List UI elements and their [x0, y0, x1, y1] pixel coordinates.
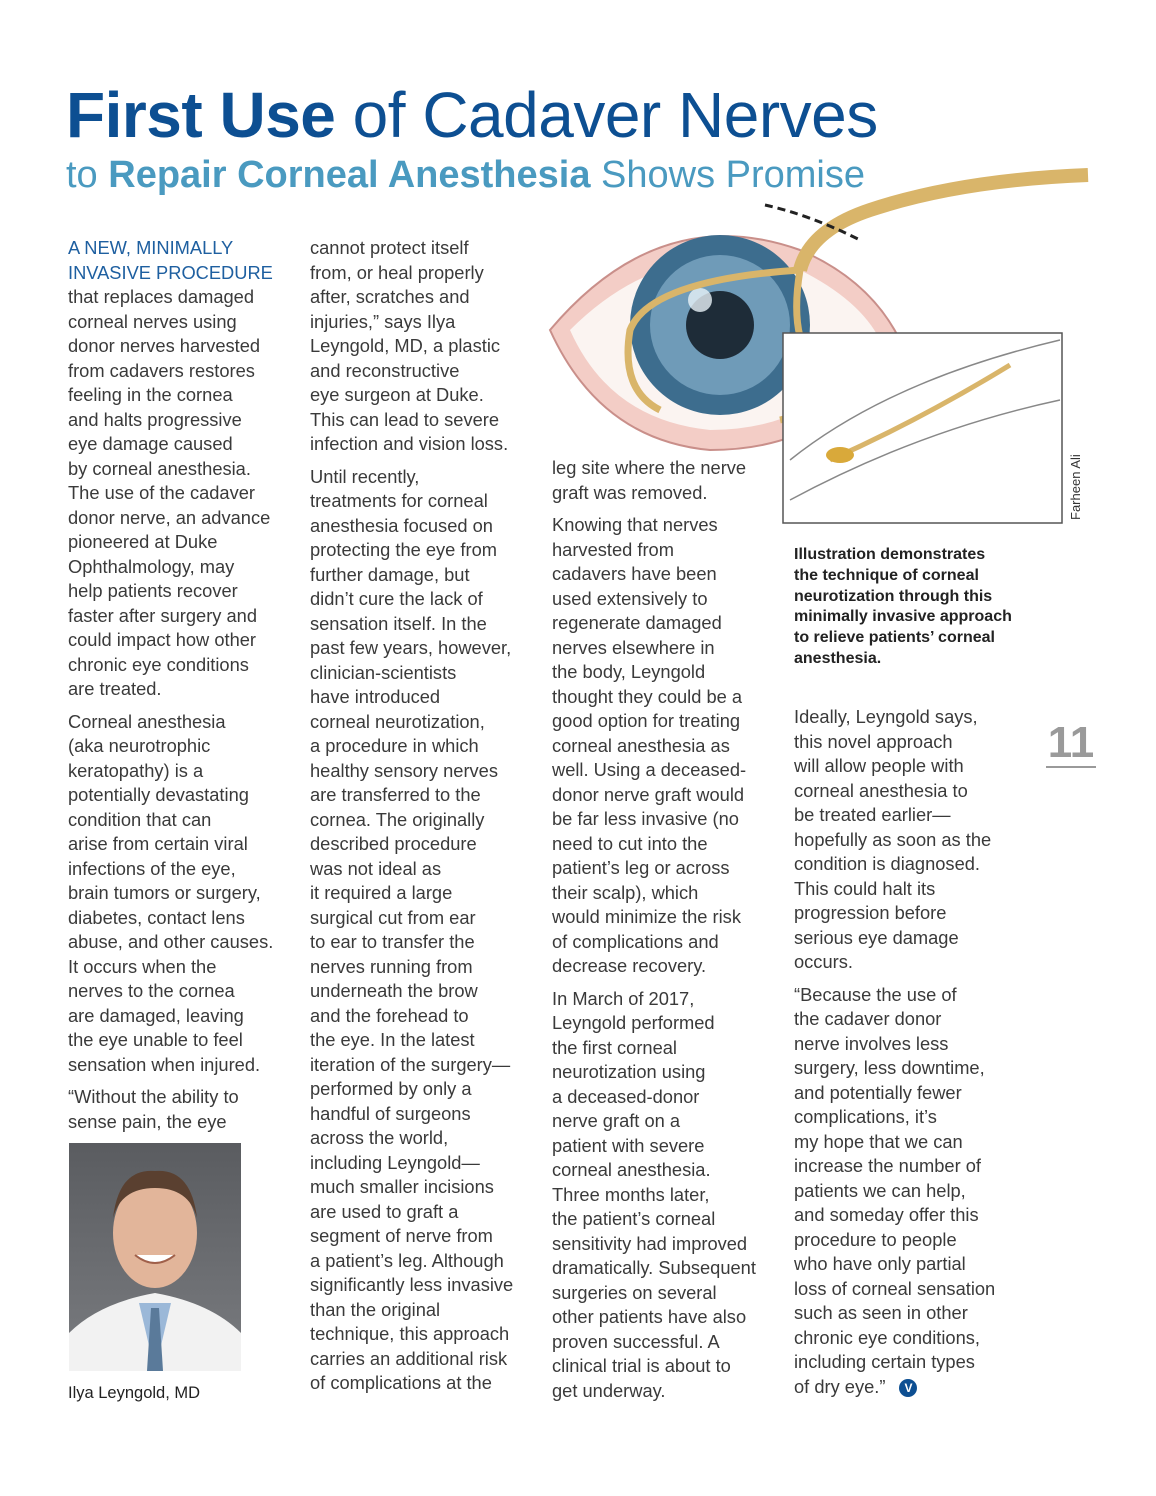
text-line: nerve graft on a [552, 1110, 681, 1131]
text-line: described procedure [310, 833, 477, 854]
text-line: neurotization through this [794, 587, 993, 605]
photo-caption: Ilya Leyngold, MD [68, 1384, 201, 1402]
text-line: harvested from [552, 538, 674, 560]
text-line: such as seen in other [794, 1302, 968, 1323]
text-line: anesthesia. [794, 649, 882, 667]
text-line: neurotization using [552, 1061, 706, 1082]
text-line: from cadavers restores [68, 359, 255, 381]
paragraph [794, 705, 995, 975]
text-line: eye damage caused [68, 433, 233, 454]
headline-light: of Cadaver Nerves [335, 79, 878, 151]
text-line: cannot protect itself [310, 237, 469, 258]
text-line: after, scratches and [310, 286, 470, 307]
text-line: the technique of corneal [794, 566, 979, 584]
paragraph [552, 987, 756, 1404]
text-line: a procedure in which [310, 735, 479, 756]
text-line: Ophthalmology, may [68, 555, 235, 577]
article-column-4 [794, 705, 995, 1407]
text-line: including Leyngold— [310, 1151, 480, 1173]
text-line: infections of the eye, [68, 857, 236, 879]
text-line: Ideally, Leyngold says, [794, 706, 978, 727]
text-line: good option for treating [552, 710, 741, 731]
text-line: corneal anesthesia to [794, 779, 968, 801]
text-line: sense pain, the eye [68, 1110, 227, 1132]
text-line: minimally invasive approach [794, 608, 1012, 626]
text-line: complications, it’s [794, 1106, 937, 1127]
text-line: further damage, but [310, 563, 470, 585]
text-line: Three months later, [552, 1183, 710, 1205]
text-line: “Without the ability to [68, 1086, 239, 1107]
paragraph [794, 983, 995, 1400]
text-line: be far less invasive (no [552, 808, 739, 829]
text-line: increase the number of [794, 1155, 981, 1176]
text-line: proven successful. A [552, 1330, 720, 1352]
text-line: the patient’s corneal [552, 1208, 716, 1229]
text-line: nerves elsewhere in [552, 636, 715, 658]
text-line: leg site where the nerve [552, 457, 747, 478]
page-number: 11 [1047, 718, 1095, 767]
text-line: was not ideal as [310, 857, 442, 879]
text-line: the first corneal [552, 1036, 677, 1058]
text-line: patients we can help, [794, 1179, 966, 1201]
text-line: potentially devastating [68, 784, 249, 805]
text-line: INVASIVE PROCEDURE [68, 261, 273, 283]
text-line: technique, this approach [310, 1323, 510, 1344]
text-line: sensation itself. In the [310, 612, 487, 634]
text-line: help patients recover [68, 580, 238, 601]
text-line: across the world, [310, 1127, 449, 1148]
text-line: the eye unable to feel [68, 1029, 243, 1050]
text-line: feeling in the cornea [68, 384, 233, 405]
text-line: treatments for corneal [310, 490, 488, 511]
paragraph [68, 236, 273, 702]
text-line: Leyngold performed [552, 1012, 715, 1033]
text-line: are treated. [68, 678, 162, 699]
text-line: that replaces damaged [68, 286, 254, 307]
text-line: who have only partial [794, 1253, 966, 1274]
text-line: would minimize the risk [552, 906, 741, 927]
text-line: This can lead to severe [310, 408, 500, 430]
illustration-credit: Farheen Ali [1068, 454, 1083, 520]
text-line: A NEW, MINIMALLY [68, 237, 234, 258]
text-line: than the original [310, 1298, 441, 1320]
text-line: clinical trial is about to [552, 1355, 731, 1376]
text-line: and potentially fewer [794, 1081, 962, 1103]
paragraph [310, 236, 513, 457]
text-line: sensation when injured. [68, 1053, 261, 1075]
text-line: abuse, and other causes. [68, 931, 274, 952]
text-line: significantly less invasive [310, 1274, 514, 1295]
text-line: could impact how other [68, 629, 256, 650]
text-line: occurs. [794, 951, 853, 972]
text-line: will allow people with [794, 755, 964, 776]
text-line: and someday offer this [794, 1204, 979, 1225]
text-line: iteration of the surgery— [310, 1053, 511, 1075]
text-line: regenerate damaged [552, 612, 722, 633]
text-line: surgeries on several [552, 1281, 717, 1303]
text-line: a patient’s leg. Although [310, 1249, 504, 1271]
text-line: arise from certain viral [68, 833, 248, 854]
text-line: donor nerves harvested [68, 335, 261, 356]
text-line: need to cut into the [552, 832, 708, 854]
text-line: didn’t cure the lack of [310, 588, 483, 609]
text-line: are transferred to the [310, 784, 481, 805]
text-line: cornea. The originally [310, 808, 485, 830]
text-line: donor nerve, an advance [68, 506, 271, 528]
text-line: a deceased-donor [552, 1085, 700, 1107]
text-line: the eye. In the latest [310, 1029, 475, 1050]
text-line: It occurs when the [68, 955, 217, 977]
text-line: well. Using a deceased- [552, 759, 747, 780]
text-line: clinician-scientists [310, 661, 457, 683]
text-line: infection and vision loss. [310, 433, 509, 454]
text-line: patient’s leg or across [552, 857, 730, 878]
text-line: get underway. [552, 1379, 666, 1401]
inset-box [783, 333, 1062, 523]
text-line: and the forehead to [310, 1004, 469, 1026]
text-line: procedure to people [794, 1228, 957, 1250]
text-line: Illustration demonstrates [794, 546, 986, 563]
text-line: of complications at the [310, 1372, 492, 1393]
text-line: have introduced [310, 686, 441, 707]
text-line: by corneal anesthesia. [68, 457, 251, 479]
text-line: their scalp), which [552, 881, 699, 903]
text-line: Until recently, [310, 465, 420, 487]
text-line: injuries,” says Ilya [310, 310, 456, 332]
illustration-caption [794, 545, 1012, 670]
article-column-3 [552, 456, 756, 1411]
text-line: to relieve patients’ corneal [794, 629, 995, 647]
text-line: serious eye damage [794, 926, 959, 948]
subheadline-pre: to [66, 154, 109, 196]
text-line: In March of 2017, [552, 987, 695, 1009]
text-line: This could halt its [794, 877, 936, 899]
text-line: this novel approach [794, 730, 953, 752]
text-line: my hope that we can [794, 1130, 963, 1152]
text-line: sensitivity had improved [552, 1232, 748, 1254]
text-line: condition is diagnosed. [794, 853, 980, 874]
text-line: corneal neurotization, [310, 710, 485, 732]
subheadline-post: Shows Promise [590, 154, 865, 196]
paragraph [552, 513, 756, 979]
text-line: anesthesia focused on [310, 514, 493, 536]
text-line: are used to graft a [310, 1200, 459, 1222]
text-line: of dry eye.” V [794, 1375, 995, 1400]
text-line: and halts progressive [68, 408, 242, 430]
text-line: underneath the brow [310, 980, 478, 1001]
text-line: loss of corneal sensation [794, 1277, 996, 1299]
text-line: dramatically. Subsequent [552, 1257, 756, 1278]
text-line: hopefully as soon as the [794, 828, 992, 850]
text-line: it required a large [310, 882, 453, 903]
paragraph [68, 1085, 273, 1134]
text-line: keratopathy) is a [68, 759, 204, 781]
text-line: the cadaver donor [794, 1008, 942, 1029]
text-line: graft was removed. [552, 481, 708, 503]
text-line: nerves running from [310, 955, 473, 977]
text-line: chronic eye conditions, [794, 1326, 980, 1348]
text-line: be treated earlier— [794, 804, 951, 825]
text-line: performed by only a [310, 1078, 472, 1099]
text-line: patient with severe [552, 1134, 705, 1156]
text-line: surgery, less downtime, [794, 1057, 985, 1078]
headline [66, 78, 878, 152]
text-line: corneal anesthesia as [552, 734, 730, 756]
text-line: to ear to transfer the [310, 931, 475, 952]
text-line: the body, Leyngold [552, 661, 706, 682]
text-line: corneal nerves using [68, 310, 237, 332]
text-line: Knowing that nerves [552, 514, 718, 535]
text-line: nerve involves less [794, 1032, 949, 1054]
text-line: pioneered at Duke [68, 531, 218, 552]
text-line: carries an additional risk [310, 1347, 508, 1369]
text-line: much smaller incisions [310, 1176, 494, 1197]
text-line: corneal anesthesia. [552, 1159, 711, 1180]
text-line: diabetes, contact lens [68, 906, 245, 928]
text-line: faster after surgery and [68, 604, 257, 626]
text-line: “Because the use of [794, 983, 957, 1005]
text-line: and reconstructive [310, 359, 460, 381]
portrait-photo [69, 1143, 241, 1371]
text-line: decrease recovery. [552, 955, 707, 976]
text-line: donor nerve graft would [552, 783, 745, 805]
text-line: segment of nerve from [310, 1225, 493, 1246]
text-line: are damaged, leaving [68, 1004, 244, 1026]
text-line: The use of the cadaver [68, 482, 255, 503]
text-line: brain tumors or surgery, [68, 882, 261, 903]
text-line: cadavers have been [552, 563, 717, 584]
paragraph [552, 456, 756, 505]
article-column-1 [68, 236, 273, 1142]
end-mark-logo-icon: V [899, 1379, 917, 1397]
text-line: (aka neurotrophic [68, 735, 211, 756]
text-line: progression before [794, 902, 947, 923]
text-line: thought they could be a [552, 685, 743, 707]
text-line: other patients have also [552, 1306, 747, 1327]
text-line: surgical cut from ear [310, 906, 476, 928]
text-line: past few years, however, [310, 637, 512, 658]
headline-bold: First Use [66, 79, 336, 151]
text-line: nerves to the cornea [68, 980, 235, 1001]
text-line: condition that can [68, 808, 212, 830]
text-line: used extensively to [552, 587, 708, 609]
text-line: protecting the eye from [310, 539, 497, 560]
subheadline-bold: Repair Corneal Anesthesia [108, 154, 591, 196]
text-line: healthy sensory nerves [310, 759, 498, 781]
paragraph [68, 710, 273, 1078]
text-line: from, or heal properly [310, 261, 484, 283]
paragraph [310, 465, 513, 1396]
article-column-2 [310, 236, 513, 1404]
text-line: including certain types [794, 1351, 975, 1372]
text-line: Leyngold, MD, a plastic [310, 335, 501, 356]
text-line: Corneal anesthesia [68, 710, 226, 732]
text-line: handful of surgeons [310, 1102, 471, 1124]
text-line: chronic eye conditions [68, 653, 249, 675]
text-line: of complications and [552, 930, 719, 952]
text-line: eye surgeon at Duke. [310, 384, 484, 405]
